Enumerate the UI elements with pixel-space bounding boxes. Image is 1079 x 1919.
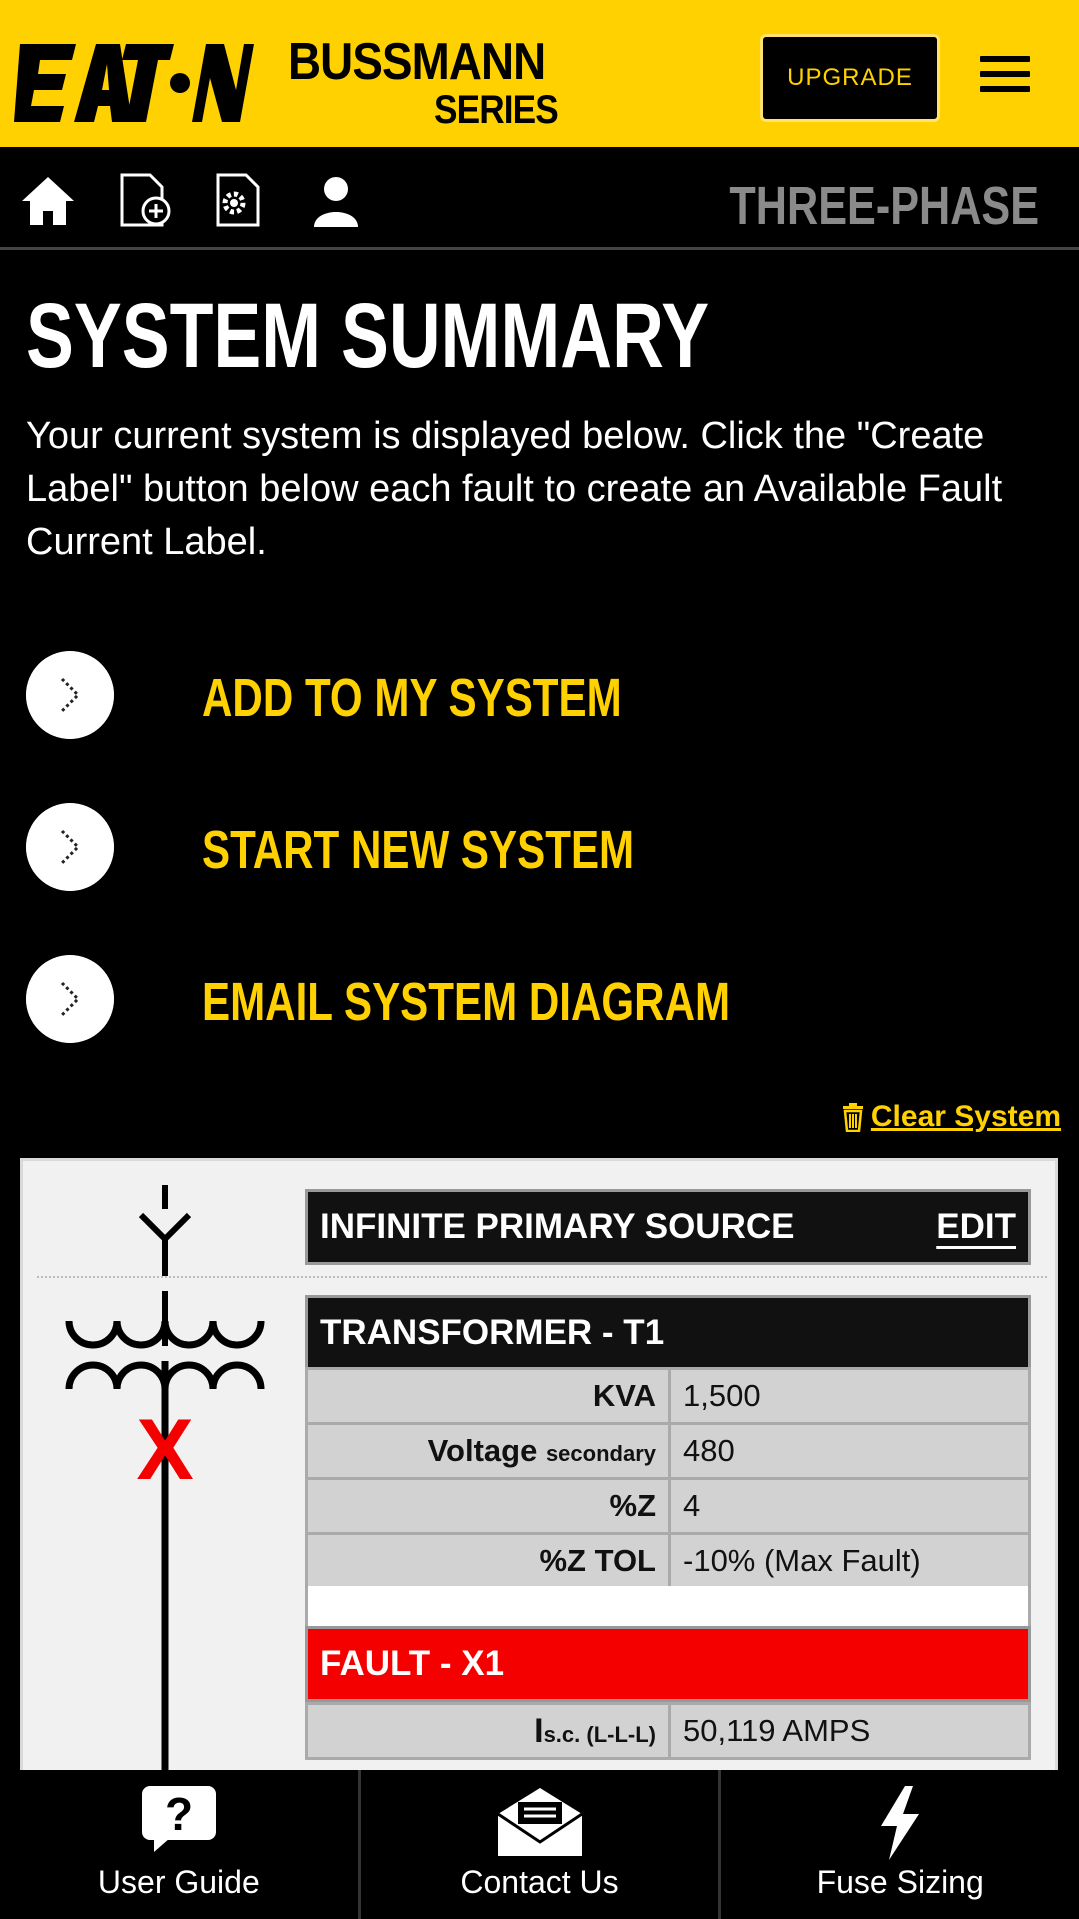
settings-document-icon[interactable] [212,171,272,231]
svg-text:?: ? [164,1788,193,1840]
table-row: Voltage secondary 480 [307,1424,1030,1479]
home-icon[interactable] [18,171,78,231]
bottom-nav [0,1770,1079,1919]
table-row: %Z 4 [307,1479,1030,1534]
fault-marker-x: X [136,1402,194,1498]
table-row: Is.c. (L-L-L) 50,119 AMPS [307,1704,1030,1759]
transformer-table [305,1367,1031,1590]
user-icon[interactable] [306,171,366,231]
table-row: %Z TOL -10% (Max Fault) [307,1534,1030,1589]
icon-toolbar [0,147,1079,250]
eaton-logo [14,40,254,126]
envelope-icon [494,1784,586,1858]
fuse-sizing-button[interactable]: Fuse Sizing [721,1770,1079,1919]
menu-icon[interactable] [980,56,1030,92]
action-label: EMAIL SYSTEM DIAGRAM [202,972,731,1032]
phase-mode-label: THREE-PHASE [729,176,1039,236]
edit-source-button[interactable]: EDIT [936,1207,1016,1246]
user-guide-button[interactable]: ? User Guide [0,1770,361,1919]
source-header: INFINITE PRIMARY SOURCE EDIT [305,1189,1031,1265]
contact-us-button[interactable]: Contact Us [361,1770,722,1919]
one-line-schematic [37,1171,277,1778]
chevron-right-icon [26,803,114,891]
email-system-diagram-button[interactable] [26,955,1026,1045]
action-label: ADD TO MY SYSTEM [202,668,622,728]
chevron-right-icon [26,651,114,739]
transformer-header: TRANSFORMER - T1 [305,1295,1031,1371]
clear-system-link[interactable]: Clear System [841,1100,1061,1134]
fault-table [305,1702,1031,1760]
new-document-icon[interactable] [116,171,176,231]
fault-header: FAULT - X1 [305,1626,1031,1702]
page-title: SYSTEM SUMMARY [26,285,710,387]
add-to-system-button[interactable] [26,651,1026,741]
trash-icon [841,1102,865,1132]
question-icon [140,1784,218,1854]
system-diagram-panel [20,1158,1058,1778]
page-intro: Your current system is displayed below. Click the "Create Label" button below each fault to create an Available Fault Current Label. [26,415,1003,563]
spacer [305,1586,1031,1626]
start-new-system-button[interactable] [26,803,1026,893]
table-row: KVA 1,500 [307,1369,1030,1424]
chevron-right-icon [26,955,114,1043]
upgrade-button[interactable]: UPGRADE [760,34,940,122]
brand-series-text: BUSSMANN SERIES [288,33,558,132]
lightning-icon [875,1784,925,1862]
action-label: START NEW SYSTEM [202,820,635,880]
header-bar [0,0,1079,147]
